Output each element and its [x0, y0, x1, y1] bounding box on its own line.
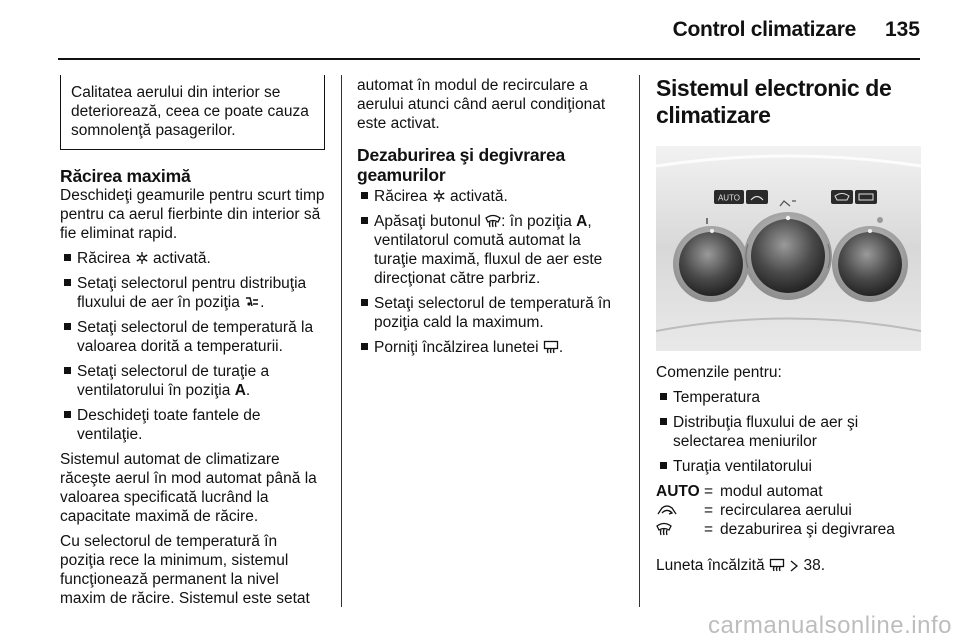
list-item: Setaţi selectorul de temperatură la valoarea dorită a temperaturii.	[60, 318, 325, 356]
list-item: Setaţi selectorul pentru distribuţia fluxului de aer în poziţia .	[60, 274, 325, 312]
header-divider	[58, 58, 920, 60]
legend-row: = recircularea aerului	[656, 501, 895, 520]
column-3	[656, 75, 921, 575]
list-item: Răcirea activată.	[60, 249, 325, 268]
climate-panel-photo	[656, 146, 921, 351]
auto-button-label: AUTO	[717, 193, 741, 203]
snowflake-icon	[135, 251, 149, 265]
column-divider-1	[341, 75, 342, 607]
rear-window-ref: Luneta încălzită 38.	[656, 557, 826, 574]
defrost-icon	[485, 214, 501, 228]
recirculation-icon	[656, 503, 678, 517]
column-2	[357, 75, 625, 357]
intro-text: Deschideţi geamurile pentru scurt timp pentru ca aerul fierbinte din interior să fie eliminat rapid.	[60, 187, 325, 242]
list-item: Apăsaţi butonul : în poziţia A, ventilatorul comută automat la turaţie maximă, fluxul de aer este direcţionat către parbriz.	[357, 212, 625, 288]
page-reference[interactable]: 38.	[803, 557, 826, 574]
legend-row: AUTO = modul automat	[656, 483, 823, 500]
watermark: carmanualsonline.info	[708, 612, 952, 639]
list-item: Setaţi selectorul de temperatură în poziţia cald la maximum.	[357, 294, 625, 332]
section-title-max-cooling: Răcirea maximă	[60, 166, 191, 186]
list-item: Distribuţia fluxului de aer şi selectarea meniurilor	[656, 413, 921, 451]
legend-row: = dezaburirea şi degivrarea	[656, 520, 895, 539]
page-header	[0, 0, 960, 60]
symbol-legend	[656, 482, 895, 539]
auto-cooling-text: Sistemul automat de climatizare răceşte aerul în mod automat până la valoarea specificată lucrând la capacitate maximă de răcire.	[60, 451, 317, 525]
list-item: Porniţi încălzirea lunetei .	[357, 338, 625, 357]
rear-window-heating-icon	[769, 558, 785, 572]
section-title-defrost: Dezaburirea şi degivrarea geamurilor	[357, 145, 566, 185]
legend-key: AUTO	[656, 483, 700, 500]
column-divider-2	[639, 75, 640, 607]
controls-intro: Comenzile pentru:	[656, 364, 782, 381]
list-item: Temperatura	[656, 388, 921, 407]
controls-list	[656, 388, 921, 476]
note-text: Calitatea aerului din interior se deteriorează, ceea ce poate cauza somnolenţă pasagerilor.	[71, 84, 309, 139]
list-item: Răcirea activată.	[357, 187, 625, 206]
list-item: Setaţi selectorul de turaţie a ventilatorului în poziţia A.	[60, 362, 325, 400]
reference-arrow-icon[interactable]	[789, 560, 799, 572]
climate-panel-illustration	[656, 146, 921, 351]
note-box	[60, 75, 325, 150]
cold-setting-text: Cu selectorul de temperatură în poziţia rece la minimum, sistemul funcţionează permanent la nivel maxim de răcire. Sistemul este setat	[60, 533, 310, 607]
defrost-steps	[357, 187, 625, 357]
header-title: Control climatizare	[672, 18, 856, 41]
section-title-electronic-climate: Sistemul electronic de climatizare	[656, 75, 892, 128]
rear-window-heating-icon	[543, 340, 559, 354]
snowflake-icon	[432, 189, 446, 203]
max-cooling-steps	[60, 249, 325, 444]
list-item: Turaţia ventilatorului	[656, 457, 921, 476]
defrost-icon	[656, 522, 672, 536]
page-number: 135	[884, 18, 920, 41]
windscreen-airflow-icon	[244, 295, 260, 309]
list-item: Deschideţi toate fantele de ventilaţie.	[60, 406, 325, 444]
continuation-text: automat în modul de recirculare a aerului atunci când aerul condiţionat este activat.	[357, 77, 606, 132]
column-1	[60, 75, 325, 608]
